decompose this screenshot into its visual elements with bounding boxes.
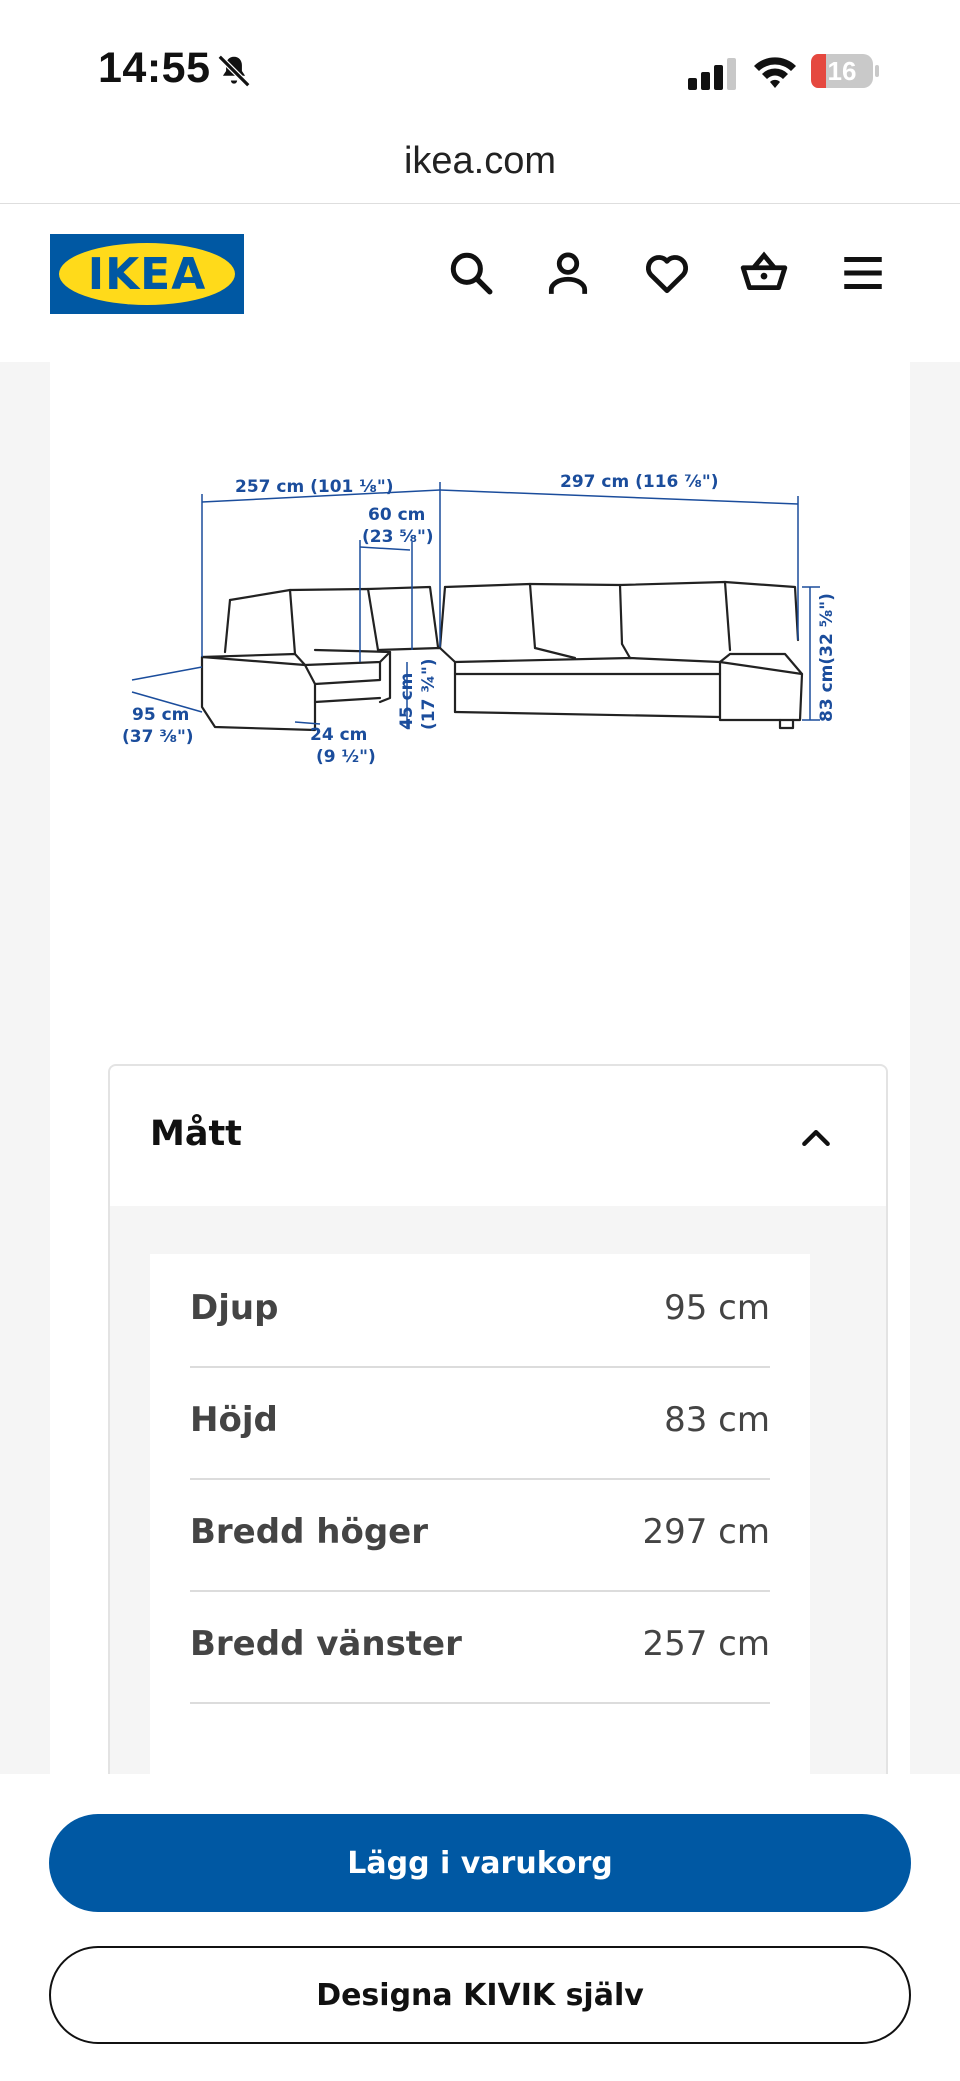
product-dimensions-card — [50, 362, 910, 1774]
bell-slash-icon — [215, 52, 253, 90]
dim-depth-in: (37 ⅜") — [122, 727, 194, 747]
heart-icon[interactable] — [642, 248, 692, 298]
site-header — [0, 204, 960, 362]
dimension-row-width-right — [190, 1478, 770, 1592]
menu-icon[interactable] — [838, 248, 888, 298]
dimensions-list — [150, 1254, 810, 1774]
dimensions-accordion-header[interactable] — [110, 1066, 886, 1206]
chevron-up-icon[interactable] — [796, 1118, 836, 1158]
dim-seat-depth-cm: 60 cm — [368, 505, 426, 525]
signal-icon — [688, 58, 738, 90]
dimension-value: 95 cm — [664, 1288, 770, 1328]
battery-level: 16 — [827, 56, 857, 86]
dimension-label: Bredd höger — [190, 1512, 428, 1552]
battery-icon — [810, 53, 880, 89]
dimension-row-width-left — [190, 1590, 770, 1704]
logo-text: IKEA — [87, 249, 207, 300]
dimension-value: 83 cm — [664, 1400, 770, 1440]
browser-url-bar[interactable] — [0, 135, 960, 204]
user-icon[interactable] — [543, 248, 593, 298]
search-icon[interactable] — [446, 248, 496, 298]
design-yourself-button[interactable]: Designa KIVIK själv — [49, 1946, 911, 2044]
dimension-value: 297 cm — [642, 1512, 770, 1552]
url-text[interactable]: ikea.com — [403, 140, 557, 182]
dimension-label: Djup — [190, 1288, 279, 1328]
product-content[interactable] — [0, 362, 960, 1774]
status-bar — [0, 0, 960, 135]
dimension-row-height — [190, 1366, 770, 1480]
wifi-icon — [752, 54, 798, 90]
dim-width-right: 297 cm (116 ⅞") — [560, 472, 719, 492]
bottom-action-bar — [0, 1774, 960, 2081]
dim-arm-width-in: (9 ½") — [316, 747, 376, 767]
dimension-row-depth — [190, 1254, 770, 1368]
dim-arm-width-cm: 24 cm — [310, 725, 368, 745]
ikea-logo[interactable] — [50, 234, 244, 314]
dim-height: 83 cm(32 ⅝") — [817, 593, 837, 722]
dimension-label: Bredd vänster — [190, 1624, 462, 1664]
basket-icon[interactable] — [739, 248, 789, 298]
dimensions-accordion — [108, 1064, 888, 1774]
dimension-label: Höjd — [190, 1400, 278, 1440]
dim-seat-height-cm: 45 cm — [397, 672, 417, 730]
status-time: 14:55 — [98, 44, 211, 92]
dim-seat-depth-in: (23 ⅝") — [362, 527, 434, 547]
dim-seat-height-in: (17 ¾") — [419, 658, 439, 730]
sofa-dimension-drawing — [110, 462, 890, 782]
dimensions-title: Mått — [150, 1114, 242, 1154]
add-to-cart-button[interactable]: Lägg i varukorg — [49, 1814, 911, 1912]
dim-width-left: 257 cm (101 ⅛") — [235, 477, 394, 497]
dim-depth-cm: 95 cm — [132, 705, 190, 725]
dimension-value: 257 cm — [642, 1624, 770, 1664]
